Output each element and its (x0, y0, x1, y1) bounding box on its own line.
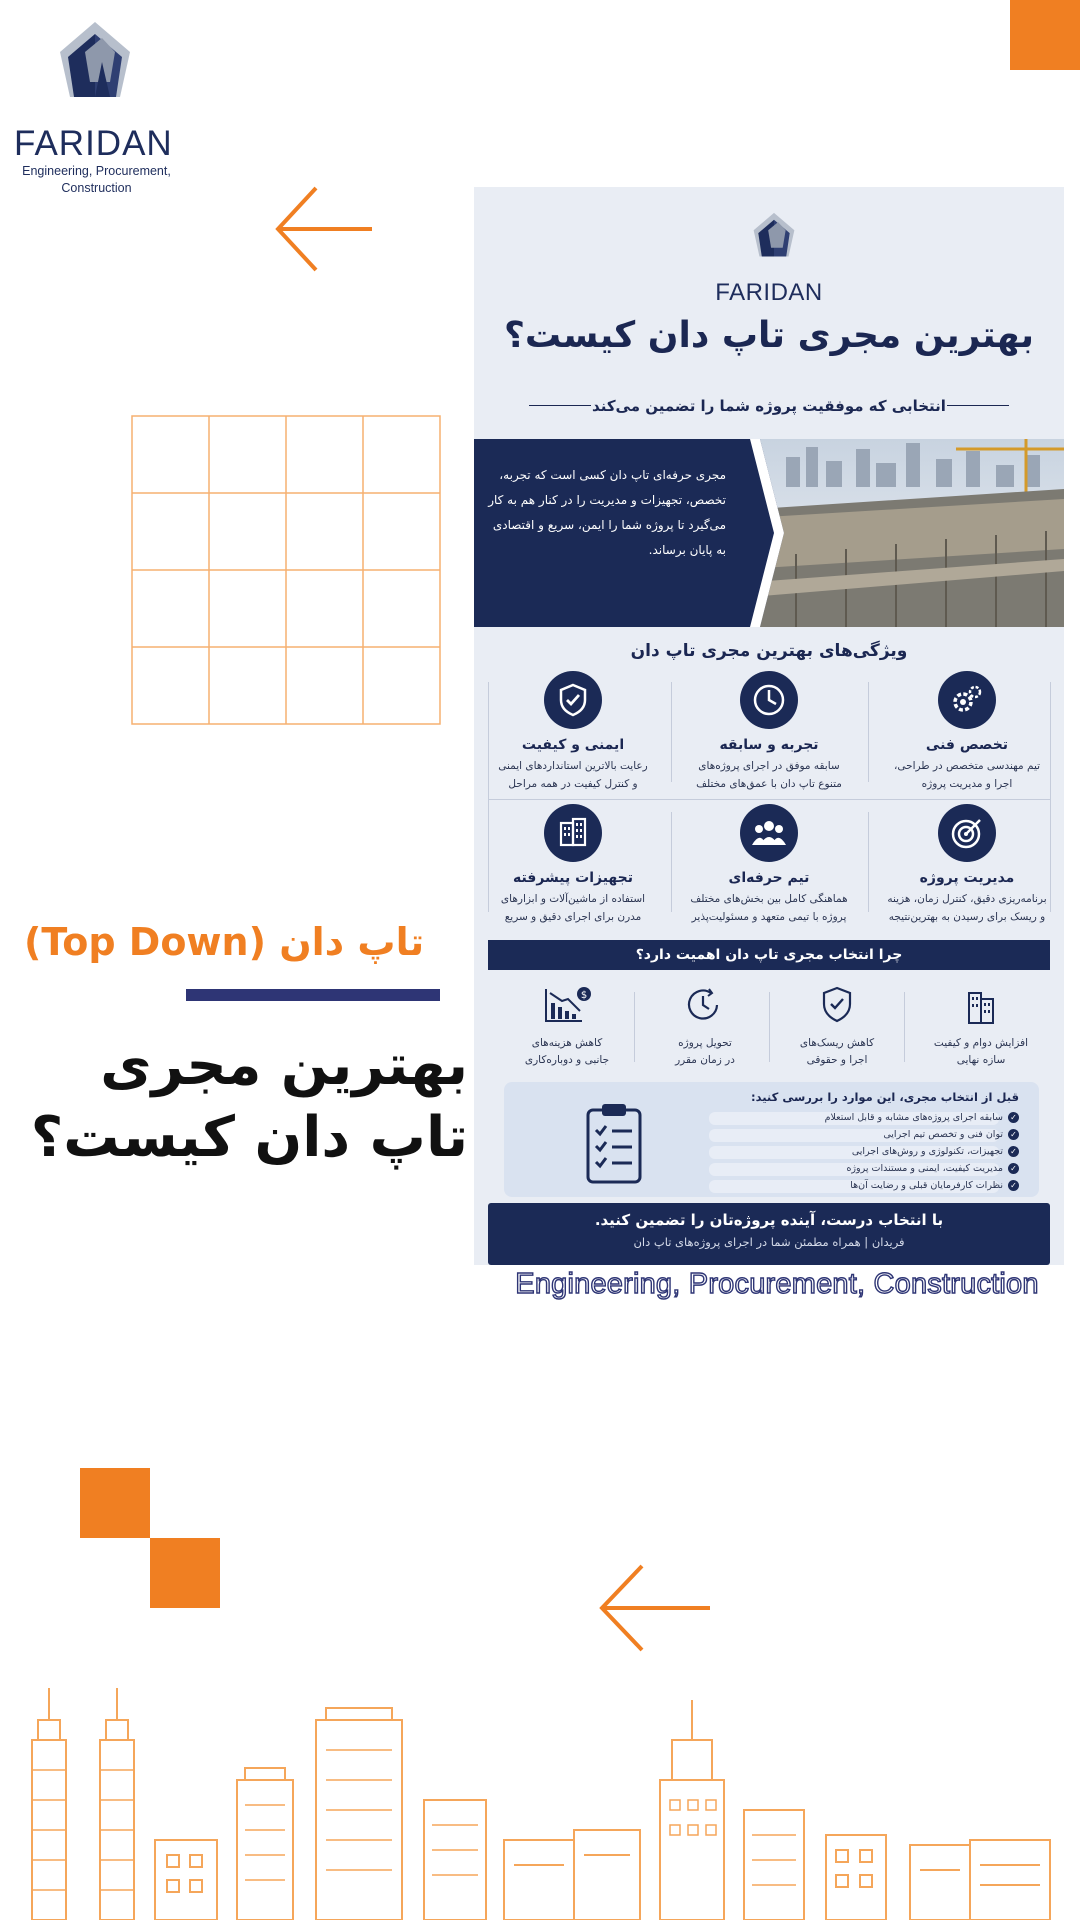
left-title-line1: بهترین مجری (100, 1033, 468, 1098)
city-skyline-illustration (0, 1680, 1080, 1920)
footer-main: با انتخاب درست، آینده پروژه‌تان را تضمین کنید. (594, 1211, 944, 1229)
clock-outline-icon (683, 985, 727, 1025)
left-title-line2: تاپ دان کیست؟ (30, 1105, 468, 1170)
checklist-item: ✓ نظرات کارفرمایان قبلی و رضایت آن‌ها (850, 1180, 1019, 1191)
poster-logo-icon (742, 207, 806, 271)
separator (488, 799, 1050, 800)
check-icon: ✓ (1008, 1129, 1019, 1140)
why-line: افزایش دوام و کیفیت (933, 1037, 1029, 1049)
brand-tagline: Engineering, Procurement, Construction (22, 164, 171, 195)
features-title: ویژگی‌های بهترین مجری تاپ دان (630, 641, 908, 661)
checklist-item: ✓ توان فنی و تخصص تیم اجرایی (883, 1129, 1019, 1140)
topdown-label: تاپ دان (Top Down) (24, 920, 425, 964)
shield-check-icon (544, 671, 602, 729)
why-item (916, 985, 1046, 1069)
building-icon (544, 804, 602, 862)
why-line: جانبی و دوباره‌کاری (524, 1054, 610, 1066)
separator (868, 812, 869, 912)
why-title-bar: چرا انتخاب مجری تاپ دان اهمیت دارد؟ (488, 940, 1050, 970)
feature-card (478, 804, 668, 926)
shield-outline-icon (815, 985, 859, 1025)
orange-square (80, 1468, 150, 1538)
brand-name: FARIDAN (14, 124, 173, 163)
why-line: تحویل پروژه (678, 1037, 732, 1049)
feature-card (674, 804, 864, 926)
team-icon (740, 804, 798, 862)
why-item (502, 985, 632, 1069)
why-item (772, 985, 902, 1069)
poster-footer (488, 1203, 1050, 1265)
poster-brand: FARIDAN (715, 279, 823, 306)
poster-title: بهترین مجری تاپ دان کیست؟ (503, 315, 1035, 356)
separator (904, 992, 905, 1062)
feature-title: تجربه و سابقه (719, 737, 819, 753)
feature-desc: استفاده از ماشین‌آلات و ابزارهای مدرن برای اجرای دقیق و سریع (500, 893, 646, 923)
faridan-logo-icon (40, 12, 150, 122)
divider-bar (186, 989, 440, 1001)
arrow-left-icon (272, 184, 376, 274)
check-icon: ✓ (1008, 1146, 1019, 1157)
check-icon: ✓ (1008, 1112, 1019, 1123)
feature-title: ایمنی و کیفیت (521, 737, 625, 753)
building-outline-icon (959, 985, 1003, 1025)
clock-icon (740, 671, 798, 729)
construction-site-illustration (726, 439, 1064, 627)
separator (868, 682, 869, 782)
checklist-item: ✓ مدیریت کیفیت، ایمنی و مستندات پروژه (846, 1163, 1019, 1174)
checklist-item: ✓ سابقه اجرای پروژه‌های مشابه و قابل استعلام (825, 1112, 1019, 1123)
why-line: سازه نهایی (956, 1054, 1006, 1066)
feature-title: تجهیزات پیشرفته (512, 870, 634, 886)
feature-card (872, 804, 1062, 926)
checklist-title: قبل از انتخاب مجری، این موارد را بررسی کنید: (751, 1090, 1019, 1104)
separator (671, 682, 672, 782)
feature-title: تخصص فنی (925, 737, 1009, 753)
arrow-left-icon (596, 1562, 714, 1654)
grid-decoration (130, 414, 442, 726)
corner-square (1010, 0, 1080, 70)
left-title (24, 1030, 468, 1174)
why-item (640, 985, 770, 1069)
intro-text: مجری حرفه‌ای تاپ دان کسی است که تجربه، تخصص، تجهیزات و مدیریت را در کنار هم به کار می‌گیرد تا پروژه شما را ایمن، سریع و اقتصادی به پایان برساند. (488, 468, 726, 557)
engineering-footer-text: Engineering, Procurement, Construction (515, 1268, 1039, 1300)
check-icon: ✓ (1008, 1180, 1019, 1191)
target-icon (938, 804, 996, 862)
separator (634, 992, 635, 1062)
why-line: کاهش ریسک‌های (799, 1037, 875, 1049)
gears-icon (938, 671, 996, 729)
feature-desc: تیم مهندسی متخصص در طراحی، اجرا و مدیریت پروژه (893, 760, 1041, 790)
svg-text:$: $ (580, 990, 588, 1001)
feature-desc: رعایت بالاترین استانداردهای ایمنی و کنترل کیفیت در همه مراحل (498, 760, 648, 790)
feature-card (478, 671, 668, 793)
clipboard-icon (584, 1102, 644, 1184)
poster-subtitle: انتخابی که موفقیت پروژه شما را تضمین می‌کند (592, 397, 946, 415)
feature-card (674, 671, 864, 793)
orange-square (150, 1538, 220, 1608)
chart-down-icon (542, 985, 592, 1025)
feature-card (872, 671, 1062, 793)
intro-band (474, 439, 1064, 627)
checklist-box (504, 1082, 1039, 1197)
why-line: در زمان مقرر (675, 1054, 735, 1066)
feature-title: تیم حرفه‌ای (728, 870, 810, 886)
feature-desc: برنامه‌ریزی دقیق، کنترل زمان، هزینه و ریسک برای رسیدن به بهترین‌نتیجه (887, 893, 1047, 923)
footer-sub: فریدان | همراه مطمئن شما در اجرای پروژه‌های تاپ دان (633, 1235, 905, 1249)
check-icon: ✓ (1008, 1163, 1019, 1174)
separator (671, 812, 672, 912)
feature-desc: سابقه موفق در اجرای پروژه‌های متنوع تاپ دان با عمق‌های مختلف (696, 760, 842, 790)
feature-title: مدیریت پروژه (919, 870, 1015, 886)
checklist-item: ✓ تجهیزات، تکنولوژی و روش‌های اجرایی (852, 1146, 1019, 1157)
why-line: اجرا و حقوقی (806, 1054, 868, 1066)
infographic-poster (474, 187, 1064, 1265)
feature-desc: هماهنگی کامل بین بخش‌های مختلف پروژه با تیمی متعهد و مسئولیت‌پذیر (690, 893, 848, 923)
why-line: کاهش هزینه‌های (531, 1037, 603, 1049)
